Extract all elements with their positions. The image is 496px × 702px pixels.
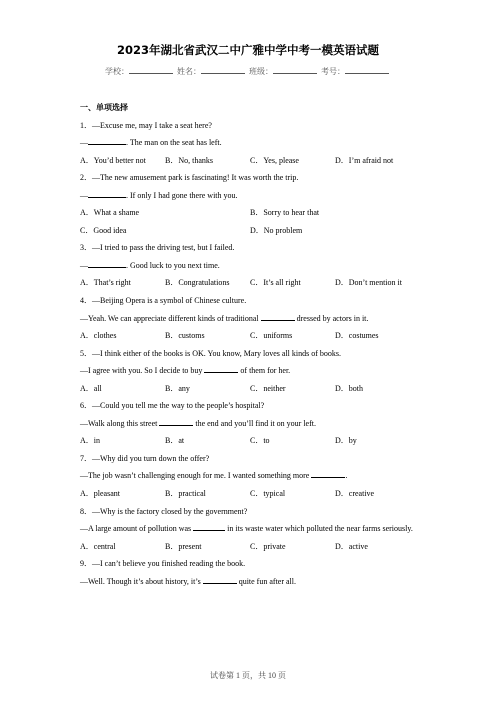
option-c: C．uniforms	[250, 331, 293, 341]
option-c: C．Yes, please	[250, 155, 299, 165]
reply-text: dressed by actors in it.	[294, 313, 369, 323]
reply-text: —	[80, 260, 88, 270]
answer-blank	[88, 136, 126, 145]
option-c: C．Good idea	[80, 225, 127, 235]
question-stem: 7．—Why did you turn down the offer?	[80, 453, 210, 463]
question-stem: 9．—I can’t believe you finished reading the book.	[80, 559, 246, 569]
question-reply	[80, 310, 420, 328]
option-d: D．creative	[335, 489, 375, 499]
answer-blank	[204, 364, 238, 373]
option-b: B．No, thanks	[165, 155, 213, 165]
option-c: C．private	[250, 541, 286, 551]
reply-text: the end and you’ll find it on your left.	[193, 418, 316, 428]
option-b: B．Sorry to hear that	[250, 208, 320, 218]
exam-number-label: 考号：	[321, 67, 345, 76]
option-d: D．active	[335, 541, 368, 551]
reply-text: . Good luck to you next time.	[126, 260, 220, 270]
option-b: B．present	[165, 541, 202, 551]
question-stem: 6．—Could you tell me the way to the people’s hospital?	[80, 401, 265, 411]
class-blank[interactable]	[273, 65, 317, 74]
question-reply	[80, 573, 420, 591]
reply-text: —Walk along this street	[80, 418, 160, 428]
option-b: B．any	[165, 383, 190, 393]
reply-text: —Yeah. We can appreciate different kinds of traditional	[80, 313, 261, 323]
question-reply	[80, 467, 420, 485]
option-row	[80, 274, 420, 292]
option-c: C．to	[250, 436, 270, 446]
exam-number-blank[interactable]	[345, 65, 389, 74]
answer-blank	[311, 469, 348, 481]
class-label: 班级：	[249, 67, 273, 76]
option-d: D．costumes	[335, 331, 379, 341]
option-a: A．What a shame	[80, 208, 140, 218]
reply-text: —Well. Though it’s about history, it’s	[80, 576, 203, 586]
reply-text: —The job wasn’t challenging enough for me. I wanted something more	[80, 471, 312, 481]
reply-text: quite fun after all.	[236, 576, 296, 586]
answer-blank	[88, 259, 126, 268]
option-row	[80, 380, 420, 398]
option-a: A．all	[80, 383, 102, 393]
option-d: D．both	[335, 383, 363, 393]
section-heading: 一、单项选择	[80, 103, 128, 112]
question-reply	[80, 362, 420, 380]
option-d: D．Don’t mention it	[335, 278, 402, 288]
option-c: C．It’s all right	[250, 278, 301, 288]
option-d: D．by	[335, 436, 357, 446]
answer-blank	[88, 189, 126, 198]
reply-text: .	[345, 471, 348, 481]
option-b: B．at	[165, 436, 185, 446]
reply-text: . The man on the seat has left.	[126, 138, 222, 148]
option-row	[80, 222, 420, 240]
exam-title: 2023年湖北省武汉二中广雅中学中考一模英语试题	[116, 43, 379, 57]
question-stem: 2．—The new amusement park is fascinating! It was worth the trip.	[80, 173, 299, 183]
option-c: C．neither	[250, 383, 286, 393]
answer-blank	[261, 312, 295, 321]
option-a: A．clothes	[80, 331, 117, 341]
question-reply	[80, 520, 420, 538]
answer-blank	[193, 522, 225, 531]
question-reply	[80, 187, 420, 205]
school-label: 学校：	[105, 67, 129, 76]
option-a: A．pleasant	[80, 489, 120, 499]
option-row	[80, 538, 420, 556]
reply-text: . If only I had gone there with you.	[126, 190, 238, 200]
option-a: A．in	[80, 436, 100, 446]
option-b: B．Congratulations	[165, 278, 230, 288]
option-row	[80, 152, 420, 170]
reply-text: in its waste water which polluted the near farms seriously.	[225, 524, 413, 534]
option-d: D．No problem	[250, 225, 303, 235]
question-stem: 4．—Beijing Opera is a symbol of Chinese culture.	[80, 296, 247, 306]
question-stem: 1．—Excuse me, may I take a seat here?	[80, 120, 212, 130]
question-reply	[80, 257, 420, 275]
school-blank[interactable]	[129, 65, 173, 74]
reply-text: —A large amount of pollution was	[80, 524, 194, 534]
option-a: A．That’s right	[80, 278, 131, 288]
option-d: D．I’m afraid not	[335, 155, 394, 165]
option-b: B．practical	[165, 489, 206, 499]
option-row	[80, 485, 420, 503]
option-row	[80, 327, 420, 345]
reply-text: —	[80, 138, 88, 148]
option-a: A．You’d better not	[80, 155, 146, 165]
question-stem: 5．—I think either of the books is OK. You know, Mary loves all kinds of books.	[80, 348, 342, 358]
name-blank[interactable]	[201, 65, 245, 74]
question-stem: 8．—Why is the factory closed by the government?	[80, 506, 248, 516]
option-row	[80, 204, 420, 222]
option-row	[80, 432, 420, 450]
answer-blank	[159, 417, 193, 426]
student-info-line	[0, 65, 496, 77]
reply-text: —I agree with you. So I decide to buy	[80, 366, 205, 376]
answer-blank	[203, 575, 237, 584]
question-reply	[80, 415, 420, 433]
reply-text: of them for her.	[238, 366, 291, 376]
page-footer: 试卷第 1 页，共 10 页	[210, 671, 286, 680]
option-c: C．typical	[250, 489, 286, 499]
option-b: B．customs	[165, 331, 205, 341]
name-label: 姓名：	[177, 67, 201, 76]
question-stem: 3．—I tried to pass the driving test, but I failed.	[80, 243, 235, 253]
option-a: A．central	[80, 541, 116, 551]
question-list	[80, 99, 420, 590]
question-reply	[80, 134, 420, 152]
reply-text: —	[80, 190, 88, 200]
